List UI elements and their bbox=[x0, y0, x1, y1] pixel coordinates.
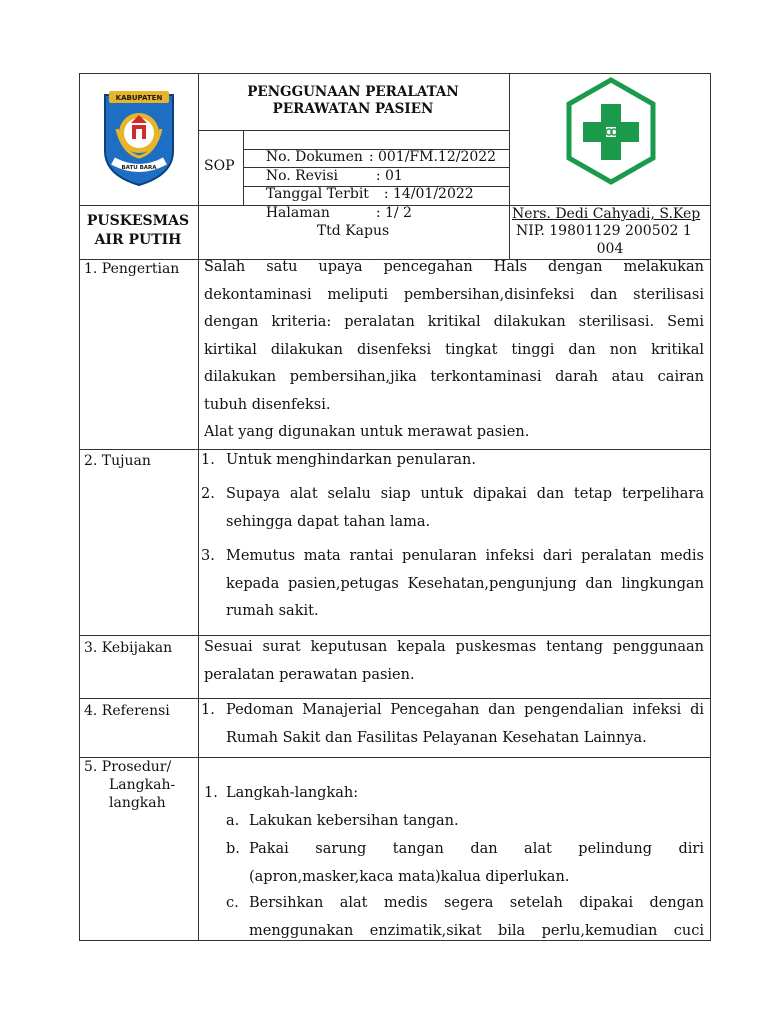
step-title: Langkah-langkah: bbox=[226, 785, 359, 801]
divider bbox=[198, 74, 199, 941]
section-label-prosedur-cont: langkah bbox=[109, 795, 166, 811]
tujuan-item-1 bbox=[201, 447, 704, 475]
tujuan-item-3 bbox=[201, 543, 704, 626]
meta-key: Tanggal Terbit bbox=[265, 186, 369, 202]
list-line: menggunakan enzimatik,sikat bila perlu,kemudian cuci bbox=[249, 922, 704, 939]
sub-letter: a. bbox=[226, 813, 240, 829]
paragraph-line: peralatan perawatan pasien. bbox=[204, 666, 415, 683]
crest-top-text: KABUPATEN bbox=[115, 94, 163, 102]
sub-letter: c. bbox=[226, 895, 239, 911]
list-number: 1. bbox=[201, 702, 215, 718]
document-title-line1: PENGGUNAAN PERALATAN bbox=[247, 84, 459, 100]
sop-label: SOP bbox=[204, 158, 235, 174]
list-number: 2. bbox=[201, 486, 215, 502]
list-number: 3. bbox=[201, 548, 215, 564]
list-line: rumah sakit. bbox=[226, 603, 319, 619]
tujuan-item-2 bbox=[201, 481, 704, 536]
kebijakan-paragraph bbox=[204, 634, 704, 689]
crest-bottom-text: BATU BARA bbox=[121, 165, 157, 171]
signer-nip: NIP. 19801129 200502 1 bbox=[516, 223, 692, 239]
prosedur-step-1 bbox=[204, 780, 704, 808]
section-label-prosedur: 5. Prosedur/ bbox=[84, 759, 172, 775]
prosedur-sub-a bbox=[226, 808, 704, 836]
paragraph-line: tubuh disenfeksi. bbox=[204, 396, 331, 413]
divider bbox=[243, 130, 244, 205]
paragraph-line: dilakukan pembersihan,jika terkontaminasi darah atau cairan bbox=[204, 369, 704, 385]
referensi-item-1 bbox=[201, 697, 704, 752]
divider bbox=[80, 757, 711, 758]
prosedur-sub-b bbox=[226, 836, 704, 891]
document-title-line2: PERAWATAN PASIEN bbox=[272, 101, 434, 117]
list-line: (apron,masker,kaca mata)kalua diperlukan. bbox=[249, 868, 570, 885]
regency-crest-logo bbox=[101, 89, 177, 189]
list-line: Pedoman Manajerial Pencegahan dan pengendalian infeksi di bbox=[226, 702, 704, 718]
paragraph-line: dekontaminasi meliputi pembersihan,disinfeksi dan sterilisasi bbox=[204, 286, 704, 303]
puskesmas-logo bbox=[564, 76, 658, 186]
paragraph-line: Salah satu upaya pencegahan Hals dengan melakukan bbox=[204, 259, 704, 275]
meta-sep: : bbox=[383, 186, 389, 202]
meta-key: Halaman bbox=[265, 205, 330, 221]
sub-letter: b. bbox=[226, 841, 240, 857]
list-line: sehingga dapat tahan lama. bbox=[226, 513, 431, 530]
list-line: Bersihkan alat medis segera setelah dipakai dengan bbox=[249, 895, 704, 911]
prosedur-sub-c bbox=[226, 890, 704, 940]
list-line: Untuk menghindarkan penularan. bbox=[226, 452, 476, 468]
signer-name: Ners. Dedi Cahyadi, S.Kep bbox=[512, 206, 701, 222]
org-name-line2: AIR PUTIH bbox=[94, 232, 182, 248]
meta-value: 1/ 2 bbox=[384, 205, 412, 221]
list-line: kepada pasien,petugas Kesehatan,pengunjung dan lingkungan bbox=[226, 575, 704, 592]
list-line: Lakukan kebersihan tangan. bbox=[249, 813, 459, 829]
section-label-tujuan: 2. Tujuan bbox=[84, 453, 151, 469]
meta-sep: : bbox=[368, 149, 374, 165]
list-line: Rumah Sakit dan Fasilitas Pelayanan Kesehatan Lainnya. bbox=[226, 729, 647, 746]
section-label-pengertian: 1. Pengertian bbox=[84, 261, 180, 277]
section-label-kebijakan: 3. Kebijakan bbox=[84, 640, 173, 656]
paragraph-line: Alat yang digunakan untuk merawat pasien. bbox=[204, 424, 530, 440]
paragraph-line: Sesuai surat keputusan kepala puskesmas tentang penggunaan bbox=[204, 639, 704, 655]
section-label-prosedur-cont: Langkah- bbox=[109, 777, 176, 793]
meta-key: No. Revisi bbox=[265, 168, 339, 184]
meta-value: 14/01/2022 bbox=[392, 186, 474, 202]
section-label-referensi: 4. Referensi bbox=[84, 703, 170, 719]
divider bbox=[509, 74, 510, 259]
meta-sep: : bbox=[375, 205, 381, 221]
list-number: 1. bbox=[204, 785, 218, 801]
list-number: 1. bbox=[201, 452, 215, 468]
list-line: Pakai sarung tangan dan alat pelindung diri bbox=[249, 841, 704, 857]
signer-nip-cont: 004 bbox=[596, 241, 624, 257]
meta-value: 001/FM.12/2022 bbox=[377, 149, 497, 165]
meta-sep: : bbox=[375, 168, 381, 184]
meta-value: 01 bbox=[384, 168, 403, 184]
pengertian-paragraph bbox=[204, 254, 704, 447]
meta-key: No. Dokumen bbox=[265, 149, 363, 165]
list-line: Memutus mata rantai penularan infeksi dari peralatan medis bbox=[226, 548, 704, 564]
paragraph-line: kirtikal dilakukan disenfeksi tingkat tinggi dan non kritikal bbox=[204, 341, 704, 358]
paragraph-line: dengan kriteria: peralatan kritikal dilakukan sterilisasi. Semi bbox=[204, 314, 704, 330]
signature-label: Ttd Kapus bbox=[316, 223, 390, 239]
org-name-line1: PUSKESMAS bbox=[86, 213, 190, 229]
list-line: Supaya alat selalu siap untuk dipakai dan tetap terpelihara bbox=[226, 486, 704, 502]
